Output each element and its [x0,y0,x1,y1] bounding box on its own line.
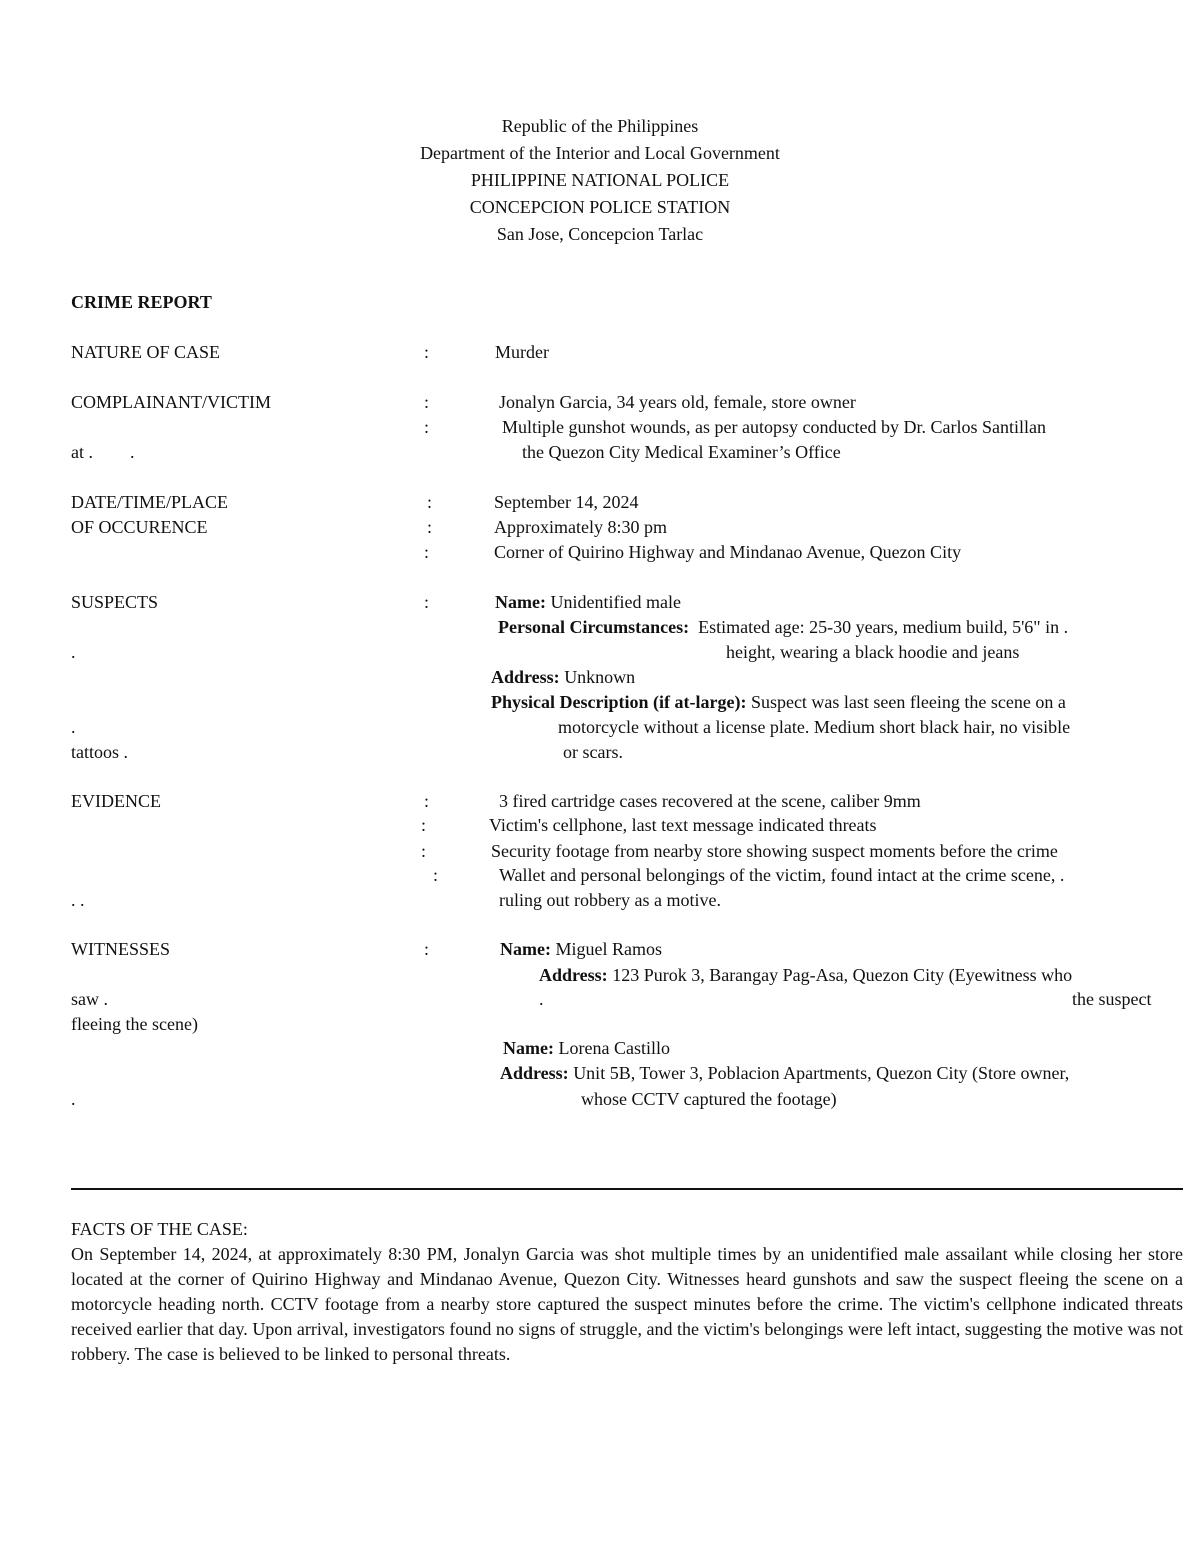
witness-1-name-value: Miguel Ramos [555,939,662,959]
suspect-address [491,665,635,690]
witness-2-name-label: Name: [503,1038,554,1058]
occurrence-colon-3: : [424,542,430,562]
occurrence-label-1: DATE/TIME/PLACE [71,492,228,512]
witness-1-left-saw: saw . [71,989,108,1009]
header-station: CONCEPCION POLICE STATION [469,197,731,217]
header-address: San Jose, Concepcion Tarlac [496,224,704,244]
nature-label: NATURE OF CASE [71,342,221,362]
suspects-label: SUSPECTS [71,592,159,612]
witness-2-address [500,1061,1069,1086]
witness-1-name-label: Name: [500,939,551,959]
suspects-colon: : [424,592,430,612]
evidence-colon-4: : [433,865,439,885]
occurrence-colon-2: : [427,517,433,537]
suspect-address-value: Unknown [564,667,636,687]
suspect-circumstances [498,615,1068,640]
suspect-name-label: Name: [495,592,546,612]
witness-2-name-value: Lorena Castillo [558,1038,670,1058]
evidence-colon-1: : [424,791,430,811]
complainant-colon-1: : [424,392,430,412]
complainant-left-dot: . [130,442,135,462]
witness-1-address-label: Address: [539,965,608,985]
evidence-item-2: Victim's cellphone, last text message indicated threats [489,815,877,835]
evidence-item-1: 3 fired cartridge cases recovered at the scene, caliber 9mm [499,791,921,811]
evidence-left-dots: . . [71,890,85,910]
suspect-left-dot-2: . [71,717,76,737]
suspect-physical-label: Physical Description (if at-large): [491,692,747,712]
nature-colon: : [424,342,430,362]
suspect-address-label: Address: [491,667,560,687]
suspect-name-value: Unidentified male [550,592,681,612]
evidence-item-4: Wallet and personal belongings of the victim, found intact at the crime scene, . [499,865,1065,885]
section-divider [71,1188,1183,1190]
occurrence-time: Approximately 8:30 pm [494,517,667,537]
evidence-colon-2: : [421,815,427,835]
evidence-label: EVIDENCE [71,791,161,811]
witness-1-address-cont: the suspect [1072,989,1152,1009]
witness-2-left-dot: . [71,1089,76,1109]
facts-heading: FACTS OF THE CASE: [71,1219,248,1239]
complainant-label: COMPLAINANT/VICTIM [71,392,271,412]
occurrence-colon-1: : [427,492,433,512]
nature-value: Murder [495,342,549,362]
evidence-item-4-cont: ruling out robbery as a motive. [499,890,721,910]
witness-2-name [503,1036,670,1061]
witness-1-address [539,963,1072,988]
suspect-circumstances-cont: height, wearing a black hoodie and jeans [726,642,1020,662]
header-agency: PHILIPPINE NATIONAL POLICE [470,170,730,190]
complainant-line-2: Multiple gunshot wounds, as per autopsy conducted by Dr. Carlos Santillan [502,417,1046,437]
suspect-name [495,590,681,615]
suspect-left-dot-1: . [71,642,76,662]
report-title: CRIME REPORT [71,292,212,312]
complainant-line-1: Jonalyn Garcia, 34 years old, female, store owner [499,392,856,412]
facts-body: On September 14, 2024, at approximately 8:30 PM, Jonalyn Garcia was shot multiple times by an unidentified male assailant while closing her store located at the corner of Quirino Highway and Mindanao Avenue, Quezon City. Witnesses heard gunshots and saw the suspect fleeing the scene on a motorcycle heading north. CCTV footage from a nearby store captured the suspect minutes before the crime. The victim's cellphone indicated threats received earlier that day. Upon arrival, investigators found no signs of struggle, and the victim's belongings were left intact, suggesting the motive was not robbery. The case is believed to be linked to personal threats. [71,1244,1183,1364]
witnesses-colon: : [424,939,430,959]
suspect-circumstances-value: Estimated age: 25-30 years, medium build, 5'6" in . [698,617,1069,637]
header-republic: Republic of the Philippines [501,116,699,136]
witness-1-left-fleeing: fleeing the scene) [71,1014,198,1034]
occurrence-place: Corner of Quirino Highway and Mindanao Avenue, Quezon City [494,542,962,562]
evidence-colon-3: : [421,841,427,861]
complainant-line-3: the Quezon City Medical Examiner’s Office [522,442,841,462]
suspect-physical [491,690,1066,715]
witness-2-address-label: Address: [500,1063,569,1083]
complainant-left-fragment: at . [71,442,93,462]
witness-2-address-cont: whose CCTV captured the footage) [581,1089,837,1109]
occurrence-label-2: OF OCCURENCE [71,517,208,537]
suspect-physical-cont-2: or scars. [563,742,623,762]
suspect-left-tattoos: tattoos . [71,742,128,762]
evidence-item-3: Security footage from nearby store showing suspect moments before the crime [491,841,1058,861]
witness-1-mid-dot: . [539,989,544,1009]
witness-1-address-value: 123 Purok 3, Barangay Pag-Asa, Quezon City (Eyewitness who [612,965,1073,985]
witness-1-name [500,937,662,962]
suspect-physical-value: Suspect was last seen fleeing the scene on a [750,692,1066,712]
suspect-physical-cont-1: motorcycle without a license plate. Medium short black hair, no visible [558,717,1071,737]
complainant-colon-2: : [424,417,430,437]
suspect-circumstances-label: Personal Circumstances: [498,617,690,637]
header-department: Department of the Interior and Local Government [420,143,780,163]
witnesses-label: WITNESSES [71,939,170,959]
occurrence-date: September 14, 2024 [494,492,639,512]
witness-2-address-value: Unit 5B, Tower 3, Poblacion Apartments, Quezon City (Store owner, [573,1063,1070,1083]
